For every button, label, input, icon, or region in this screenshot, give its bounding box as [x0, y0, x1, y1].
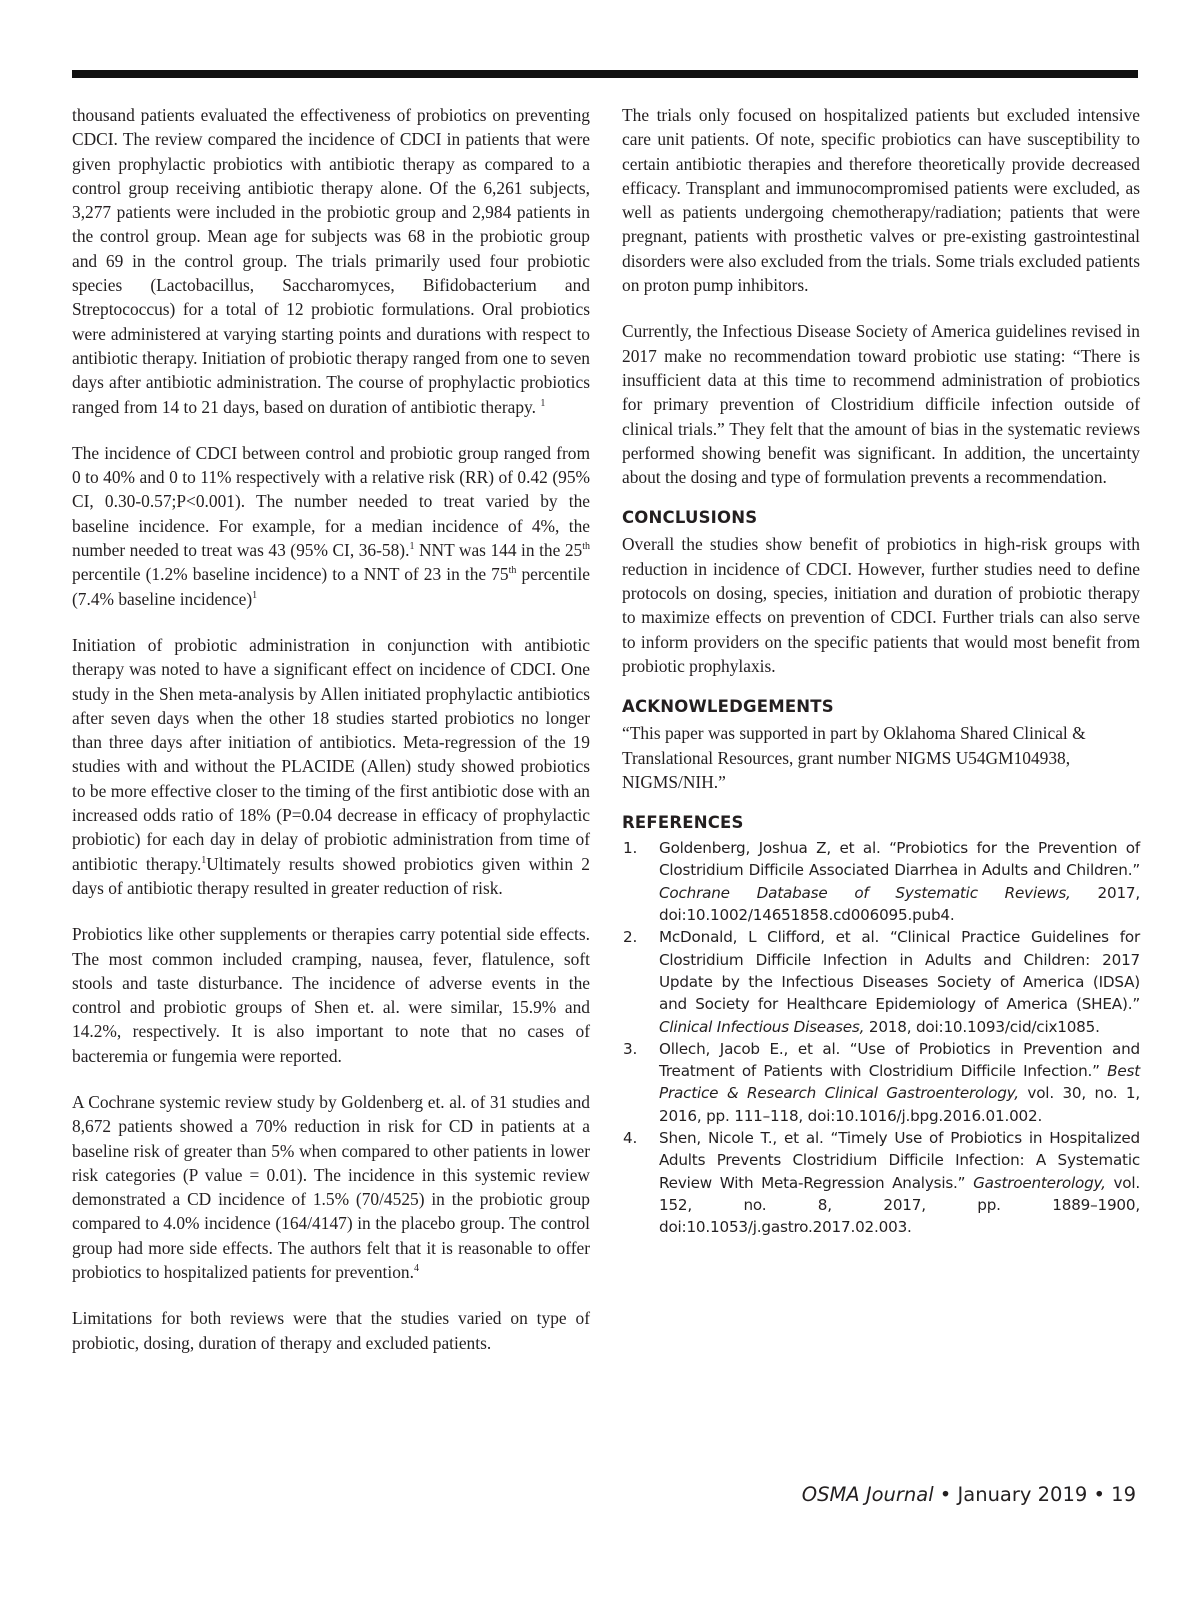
- reference-item: [622, 926, 1140, 1037]
- paragraph-limitations: Limitations for both reviews were that the studies varied on type of probiotic, dosing, duration of therapy and excluded patients.: [72, 1308, 590, 1353]
- reference-text: Ollech, Jacob E., et al. “Use of Probiotics in Prevention and Treatment of Patients with Clostridium Difficile Infection.”: [659, 1039, 1140, 1081]
- paragraph-text: thousand patients evaluated the effectiveness of probiotics on preventing CDCI. The review compared the incidence of CDCI in patients that were given prophylactic probiotics with antibiotic therapy as compared to a control group receiving antibiotic therapy alone. Of the 6,261 subjects, 3,277 patients were included in the probiotic group and 2,984 patients in the control group. Mean age for subjects was 68 in the probiotic group and 69 in the control group. The trials primarily used four probiotic species (Lactobacillus, Saccharomyces, Bifidobacterium and Streptococcus) for a total of 12 probiotic formulations. Oral probiotics were administered at varying starting points and durations with respect to antibiotic therapy. Initiation of probiotic therapy ranged from one to seven days after antibiotic administration. The course of prophylactic probiotics ranged from 14 to 21 days, based on duration of antibiotic therapy.: [72, 105, 590, 417]
- conclusions-text: Overall the studies show benefit of probiotics in high-risk groups with reduction in incidence of CDCI. However, further studies need to define protocols on dosing, species, initiation and duration of probiotic therapy to maximize effects on prevention of CDCI. Further trials can also serve to inform providers on the specific patients that would most benefit from probiotic prophylaxis.: [622, 534, 1140, 676]
- footer-journal-name: OSMA Journal: [801, 1483, 934, 1506]
- reference-list: [622, 837, 1140, 1238]
- paragraph-idsa-guidelines: Currently, the Infectious Disease Society of America guidelines revised in 2017 make no recommendation toward probiotic use stating: “There is insufficient data at this time to recommend administration of probiotics for primary prevention of Clostridium difficile infection outside of clinical trials.” They felt that the amount of bias in the systematic reviews performed showing benefit was significant. In addition, the uncertainty about the dosing and type of formulation prevents a recommendation.: [622, 321, 1140, 488]
- reference-item: [622, 1127, 1140, 1238]
- footer-separator: •: [1087, 1483, 1112, 1506]
- paragraph-initiation: [72, 633, 590, 900]
- right-column: [622, 103, 1140, 1238]
- citation: 1: [409, 541, 415, 553]
- paragraph-text: Ultimately results showed probiotics given within 2 days of antibiotic therapy resulted in greater reduction of risk.: [72, 853, 590, 898]
- citation: 1: [201, 854, 207, 866]
- reference-item: [622, 837, 1140, 926]
- conclusions-heading: CONCLUSIONS: [622, 508, 758, 528]
- citation: 1: [540, 397, 546, 409]
- paragraph-text: percentile (1.2% baseline incidence) to a NNT of 23 in the 75: [72, 564, 509, 585]
- reference-journal: Cochrane Database of Systematic Reviews,: [659, 883, 1071, 902]
- paragraph-text: The incidence of CDCI between control and probiotic group ranged from 0 to 40% and 0 to 11% respectively with a relative risk (RR) of 0.42 (95% CI, 0.30-0.57;P<0.001). The number needed to treat varied by the baseline incidence. For example, for a median incidence of 4%, the number needed to treat was 43 (95% CI, 36-58).: [72, 442, 590, 561]
- footer-separator: •: [933, 1483, 958, 1506]
- page-footer: [802, 1482, 1136, 1508]
- paragraph-cochrane-review: [72, 1090, 590, 1284]
- ordinal-suffix: th: [508, 565, 517, 577]
- reference-text: vol. 30, no. 1, 2016, pp. 111–118, doi:10.1016/j.bpg.2016.01.002.: [659, 1084, 1140, 1125]
- footer-date: January 2019: [957, 1483, 1088, 1506]
- paragraph-text: A Cochrane systemic review study by Goldenberg et. al. of 31 studies and 8,672 patients showed a 70% reduction in risk for CD in patients at a baseline risk of greater than 5% when compared to other patients in lower risk categories (P value = 0.01). The incidence in this systemic review demonstrated a CD incidence of 1.5% (70/4525) in the probiotic group compared to 4.0% incidence (164/4147) in the placebo group. The control group had more side effects. The authors felt that it is reasonable to offer probiotics to hospitalized patients for prevention.: [72, 1091, 590, 1283]
- reference-text: 2018, doi:10.1093/cid/cix1085.: [864, 1017, 1100, 1036]
- left-column: [72, 103, 590, 1377]
- top-rule: [72, 70, 1138, 78]
- citation: 4: [413, 1263, 419, 1275]
- paragraph-incidence: [72, 441, 590, 611]
- paragraph-text: NNT was 144 in the 25: [414, 540, 583, 561]
- reference-number: 1.: [623, 839, 638, 858]
- reference-journal: Gastroenterology,: [973, 1173, 1106, 1192]
- citation: 1: [252, 589, 258, 601]
- paragraph-side-effects: Probiotics like other supplements or therapies carry potential side effects. The most common included cramping, nausea, fever, flatulence, soft stools and taste disturbance. The incidence of adverse events in the control and probiotic groups of Shen et. al. were similar, 15.9% and 14.2%, respectively. It is also important to note that no cases of bacteremia or fungemia were reported.: [72, 924, 590, 1066]
- acknowledgements-text: “This paper was supported in part by Oklahoma Shared Clinical & Translational Resources, grant number NIGMS U54GM104938, NIGMS/NIH.”: [622, 723, 1086, 792]
- paragraph-text: percentile (7.4% baseline incidence): [72, 564, 590, 609]
- page-number: 19: [1111, 1483, 1136, 1506]
- reference-number: 4.: [623, 1128, 638, 1147]
- paragraph-text: Initiation of probiotic administration in conjunction with antibiotic therapy was noted to have a significant effect on incidence of CDCI. One study in the Shen meta-analysis by Allen initiated prophylactic antibiotics after seven days when the other 18 studies started probiotics no longer than three days after initiation of antibiotics. Meta-regression of the 19 studies with and without the PLACIDE (Allen) study showed probiotics to be more effective closer to the timing of the first antibiotic dose with an increased odds ratio of 18% (P=0.04 decrease in efficacy of prophylactic probiotic) for each day in delay of probiotic administration from time of antibiotic therapy.: [72, 634, 590, 874]
- reference-number: 2.: [623, 928, 638, 947]
- reference-text: McDonald, L Clifford, et al. “Clinical Practice Guidelines for Clostridium Difficile Infection in Adults and Children: 2017 Update by the Infectious Diseases Society of America (IDSA) and Society for Healthcare Epidemiology of America (SHEA).”: [659, 928, 1140, 1014]
- reference-text: vol. 152, no. 8, 2017, pp. 1889–1900, doi:10.1053/j.gastro.2017.02.003.: [659, 1173, 1140, 1237]
- reference-number: 3.: [623, 1039, 638, 1058]
- paragraph-review-summary: [72, 103, 590, 419]
- reference-item: [622, 1038, 1140, 1127]
- acknowledgements-heading: ACKNOWLEDGEMENTS: [622, 697, 834, 717]
- paragraph-trial-exclusions: The trials only focused on hospitalized patients but excluded intensive care unit patients. Of note, specific probiotics can have susceptibility to certain antibiotic therapies and therefore theoretically provide decreased efficacy. Transplant and immunocompromised patients were excluded, as well as patients undergoing chemotherapy/radiation; patients that were pregnant, patients with prosthetic valves or pre-existing gastrointestinal disorders were also excluded from the trials. Some trials excluded patients on proton pump inhibitors.: [622, 105, 1140, 296]
- reference-text: 2017, doi:10.1002/14651858.cd006095.pub4.: [659, 883, 1140, 925]
- reference-journal: Best Practice & Research Clinical Gastroenterology,: [659, 1062, 1140, 1103]
- reference-text: Shen, Nicole T., et al. “Timely Use of Probiotics in Hospitalized Adults Prevents Clostridium Difficile Infection: A Systematic Review With Meta-Regression Analysis.”: [659, 1128, 1140, 1192]
- reference-text: Goldenberg, Joshua Z, et al. “Probiotics for the Prevention of Clostridium Difficile Associated Diarrhea in Adults and Children.”: [659, 839, 1140, 880]
- references-heading: REFERENCES: [622, 813, 744, 833]
- ordinal-suffix: th: [582, 541, 591, 553]
- reference-journal: Clinical Infectious Diseases,: [659, 1017, 865, 1036]
